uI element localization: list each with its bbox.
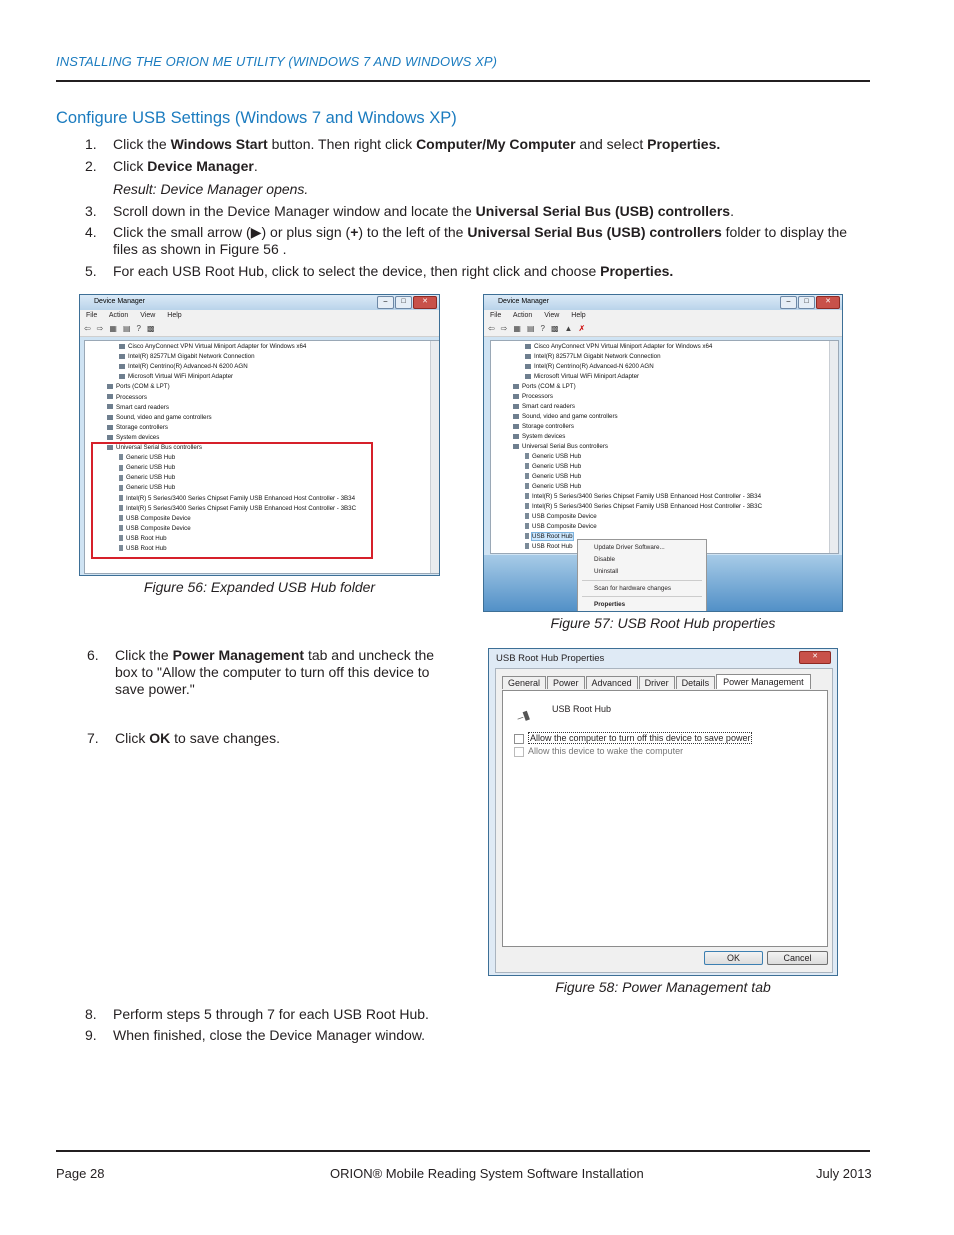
figure-57-context-menu [483,294,843,612]
ctx-properties[interactable]: Properties [594,601,626,608]
maximize-icon[interactable]: □ [395,296,412,309]
tree-item[interactable] [107,403,169,413]
tree-item-label: Storage controllers [522,423,574,430]
tree-item[interactable] [513,422,574,432]
tree-item-label: USB Root Hub [126,545,167,552]
help-icon[interactable]: ? [136,324,141,333]
tree-item-label: USB Composite Device [532,523,597,530]
tree-item-label: Intel(R) 5 Series/3400 Series Chipset Family USB Enhanced Host Controller - 3B34 [126,494,356,502]
tree-item-label: System devices [522,433,566,440]
menu-file[interactable]: File [86,312,98,319]
tree-item-label: Universal Serial Bus controllers [116,444,202,451]
tree-item-label: Intel(R) 82577LM Gigabit Network Connection [534,353,661,360]
tab-strip [502,676,812,689]
usb-device-icon [525,473,529,479]
tree-item[interactable] [525,522,597,532]
device-icon [525,364,531,369]
tree-item-label: Generic USB Hub [532,483,582,490]
device-icon [119,374,125,379]
tree-item-label: Ports (COM & LPT) [522,383,576,390]
scan-icon[interactable]: ▩ [146,324,155,333]
usb-device-icon [525,453,529,459]
usb-device-icon [525,463,529,469]
tree-item[interactable] [525,342,712,352]
tab-general[interactable]: General [502,676,546,689]
tree-item[interactable] [107,382,170,392]
tree-item-label: USB Root Hub [532,533,573,540]
usb-device-icon [525,503,529,509]
figure-56-caption: Figure 56: Expanded USB Hub folder [143,579,376,595]
menu-view[interactable]: View [544,312,560,319]
uninstall-icon[interactable]: ✗ [578,324,586,333]
usb-highlight-box [91,442,373,559]
tree-item-label: Processors [116,393,147,401]
update-driver-icon[interactable]: ▲ [564,324,573,333]
device-icon [513,414,519,419]
minimize-icon[interactable]: – [780,296,797,309]
tree-item[interactable] [525,352,661,362]
section-title: Configure USB Settings (Windows 7 and Windows XP) [56,109,457,127]
footer-product: ORION® Mobile Reading System Software Installation [330,1166,644,1181]
back-icon[interactable]: ⇦ [84,324,91,333]
usb-device-icon [525,523,529,529]
tree-item-label: Cisco AnyConnect VPN Virtual Miniport Adapter for Windows x64 [534,343,713,350]
tree-item[interactable] [525,462,581,472]
tree-item[interactable] [525,452,581,462]
back-icon[interactable]: ⇦ [488,324,495,333]
usb-device-icon [525,493,529,499]
option-allow-turn-off[interactable]: Allow the computer to turn off this device to save power [514,733,752,744]
tree-item[interactable] [513,412,618,422]
tree-item-label: Smart card readers [522,403,575,410]
tree-item-label: USB Root Hub [532,543,573,550]
tree-item-label: Generic USB Hub [532,463,582,470]
context-menu [577,539,707,612]
tree-item-label: Intel(R) Centrino(R) Advanced-N 6200 AGN [534,363,654,370]
tree-item-label: Ports (COM & LPT) [116,383,170,391]
tree-item-label: Intel(R) 5 Series/3400 Series Chipset Family USB Enhanced Host Controller - 3B3C [126,504,357,512]
menu-help[interactable]: Help [571,312,586,319]
usb-device-icon [525,533,529,539]
device-icon [107,384,113,389]
close-icon[interactable]: ✕ [413,296,437,309]
device-icon [107,404,113,409]
ctx-scan[interactable]: Scan for hardware changes [594,585,672,592]
usb-device-icon [525,513,529,519]
usb-device-icon [525,543,529,549]
tab-power-management[interactable]: Power Management [716,674,811,689]
ctx-disable[interactable]: Disable [594,556,615,563]
tree-item-label: Generic USB Hub [126,454,176,462]
minimize-icon[interactable]: – [377,296,394,309]
tree-item-label: Intel(R) 82577LM Gigabit Network Connection [128,353,255,361]
device-icon [513,444,519,449]
tree-item-label: USB Composite Device [126,524,191,532]
tree-item[interactable] [107,393,147,403]
tree-item-label: USB Root Hub [126,534,167,542]
tree-item-label: Microsoft Virtual WiFi Miniport Adapter [128,373,234,381]
tree-item-label: Cisco AnyConnect VPN Virtual Miniport Adapter for Windows x64 [128,343,307,350]
device-icon [525,344,531,349]
tree-item[interactable] [513,392,553,402]
tree-item-label: Generic USB Hub [126,474,176,482]
usb-device-icon [525,483,529,489]
dialog-title: USB Root Hub Properties [496,653,605,664]
tree-item[interactable] [119,362,248,372]
device-icon [513,394,519,399]
checkbox-allow-wake [514,747,524,757]
tree-item-label: Generic USB Hub [126,464,176,472]
device-icon [513,384,519,389]
device-icon [107,394,113,399]
tree-item[interactable] [525,492,761,502]
tree-item[interactable] [525,502,762,512]
tree-item[interactable] [107,413,212,423]
tab-panel [502,690,828,947]
menu-file[interactable]: File [490,312,502,319]
tree-item[interactable] [119,342,306,352]
device-icon [525,354,531,359]
tree-item-label: Microsoft Virtual WiFi Miniport Adapter [534,373,640,380]
step-2-result: Result: Device Manager opens. [113,181,309,197]
tree-item-label: Storage controllers [116,423,168,431]
device-icon [513,434,519,439]
device-icon [107,415,113,420]
device-icon [107,435,113,440]
cancel-button[interactable]: Cancel [767,951,828,965]
tree-item[interactable] [525,472,581,482]
tree-item-label: USB Composite Device [532,513,597,520]
tree-item[interactable] [525,512,597,522]
tab-advanced[interactable]: Advanced [586,676,638,689]
tree-item[interactable] [119,372,233,382]
tree-item-label: Intel(R) 5 Series/3400 Series Chipset Family USB Enhanced Host Controller - 3B34 [532,493,762,500]
tab-power[interactable]: Power [547,676,585,689]
option-allow-wake: Allow this device to wake the computer [514,746,683,757]
usb-plug-icon: ⎯▮ [514,707,532,725]
titlebar: Device Manager – □ ✕ [80,295,439,310]
figure-58-properties-dialog [488,648,838,976]
device-icon [513,424,519,429]
close-icon[interactable]: ✕ [799,651,831,664]
help-icon[interactable]: ? [540,324,545,333]
tree-item-label: System devices [116,433,160,441]
tree-item-label: Intel(R) Centrino(R) Advanced-N 6200 AGN [128,363,248,371]
tree-item[interactable] [525,372,639,382]
tree-item-label: USB Composite Device [126,514,191,522]
toolbar [484,324,842,337]
menu-help[interactable]: Help [167,312,182,319]
device-icon [525,374,531,379]
ctx-separator [582,596,702,597]
menu-action[interactable]: Action [108,312,129,319]
properties-icon[interactable]: ▦ [513,324,521,333]
footer-date: July 2013 [816,1166,872,1181]
forward-icon[interactable]: ⇨ [96,324,104,333]
tree-item[interactable] [513,442,608,452]
titlebar: Device Manager – □ ✕ [484,295,842,310]
maximize-icon[interactable]: □ [798,296,815,309]
tree-item-label: Processors [522,393,553,400]
tree-item-label: Generic USB Hub [126,484,176,492]
tree-item[interactable] [513,382,576,392]
tree-item[interactable] [525,542,573,552]
tree-item-label: Generic USB Hub [532,473,582,480]
menubar [484,310,842,324]
device-icon [119,344,125,349]
close-icon[interactable]: ✕ [816,296,840,309]
tree-item[interactable] [525,362,654,372]
device-icon [513,404,519,409]
footer-rule [56,1150,870,1152]
device-tree [490,340,839,554]
tree-item-label: Universal Serial Bus controllers [522,443,608,450]
tree-item[interactable] [107,423,168,433]
tree-item[interactable] [119,352,255,362]
tree-item[interactable] [525,482,581,492]
header-rule [56,80,870,82]
tree-item-label: Smart card readers [116,403,169,411]
ctx-separator [582,580,702,581]
properties-icon[interactable]: ▦ [109,324,117,333]
running-header: INSTALLING THE ORION ME UTILITY (WINDOWS 7 AND WINDOWS XP) [56,54,498,69]
tree-item[interactable] [513,432,565,442]
device-name: USB Root Hub [552,704,612,714]
tab-driver[interactable]: Driver [639,676,675,689]
tree-item-label: Intel(R) 5 Series/3400 Series Chipset Family USB Enhanced Host Controller - 3B3C [532,503,763,510]
device-icon [107,425,113,430]
view-icon[interactable]: ▤ [526,324,535,333]
view-icon[interactable]: ▤ [122,324,131,333]
tab-details[interactable]: Details [676,676,716,689]
figure-57-caption: Figure 57: USB Root Hub properties [550,615,776,631]
tree-item-label: Sound, video and game controllers [116,413,212,421]
vertical-scrollbar[interactable] [430,341,439,573]
device-icon [119,364,125,369]
tree-item-label: Sound, video and game controllers [522,413,618,420]
menu-action[interactable]: Action [512,312,533,319]
forward-icon[interactable]: ⇨ [500,324,508,333]
menubar [80,310,439,324]
footer-page: Page 28 [56,1166,105,1181]
ok-button[interactable]: OK [704,951,763,965]
tree-item-label: Generic USB Hub [532,453,582,460]
ctx-update-driver[interactable]: Update Driver Software... [594,544,665,551]
checkbox-allow-turn-off[interactable] [514,734,524,744]
toolbar [80,324,439,337]
device-icon [119,354,125,359]
tree-item[interactable] [513,402,575,412]
scan-icon[interactable]: ▩ [550,324,559,333]
figure-58-caption: Figure 58: Power Management tab [555,979,771,995]
vertical-scrollbar[interactable] [829,341,838,553]
dialog-body [495,668,833,973]
tree-item[interactable] [525,532,573,542]
menu-view[interactable]: View [140,312,156,319]
ctx-uninstall[interactable]: Uninstall [594,568,619,575]
